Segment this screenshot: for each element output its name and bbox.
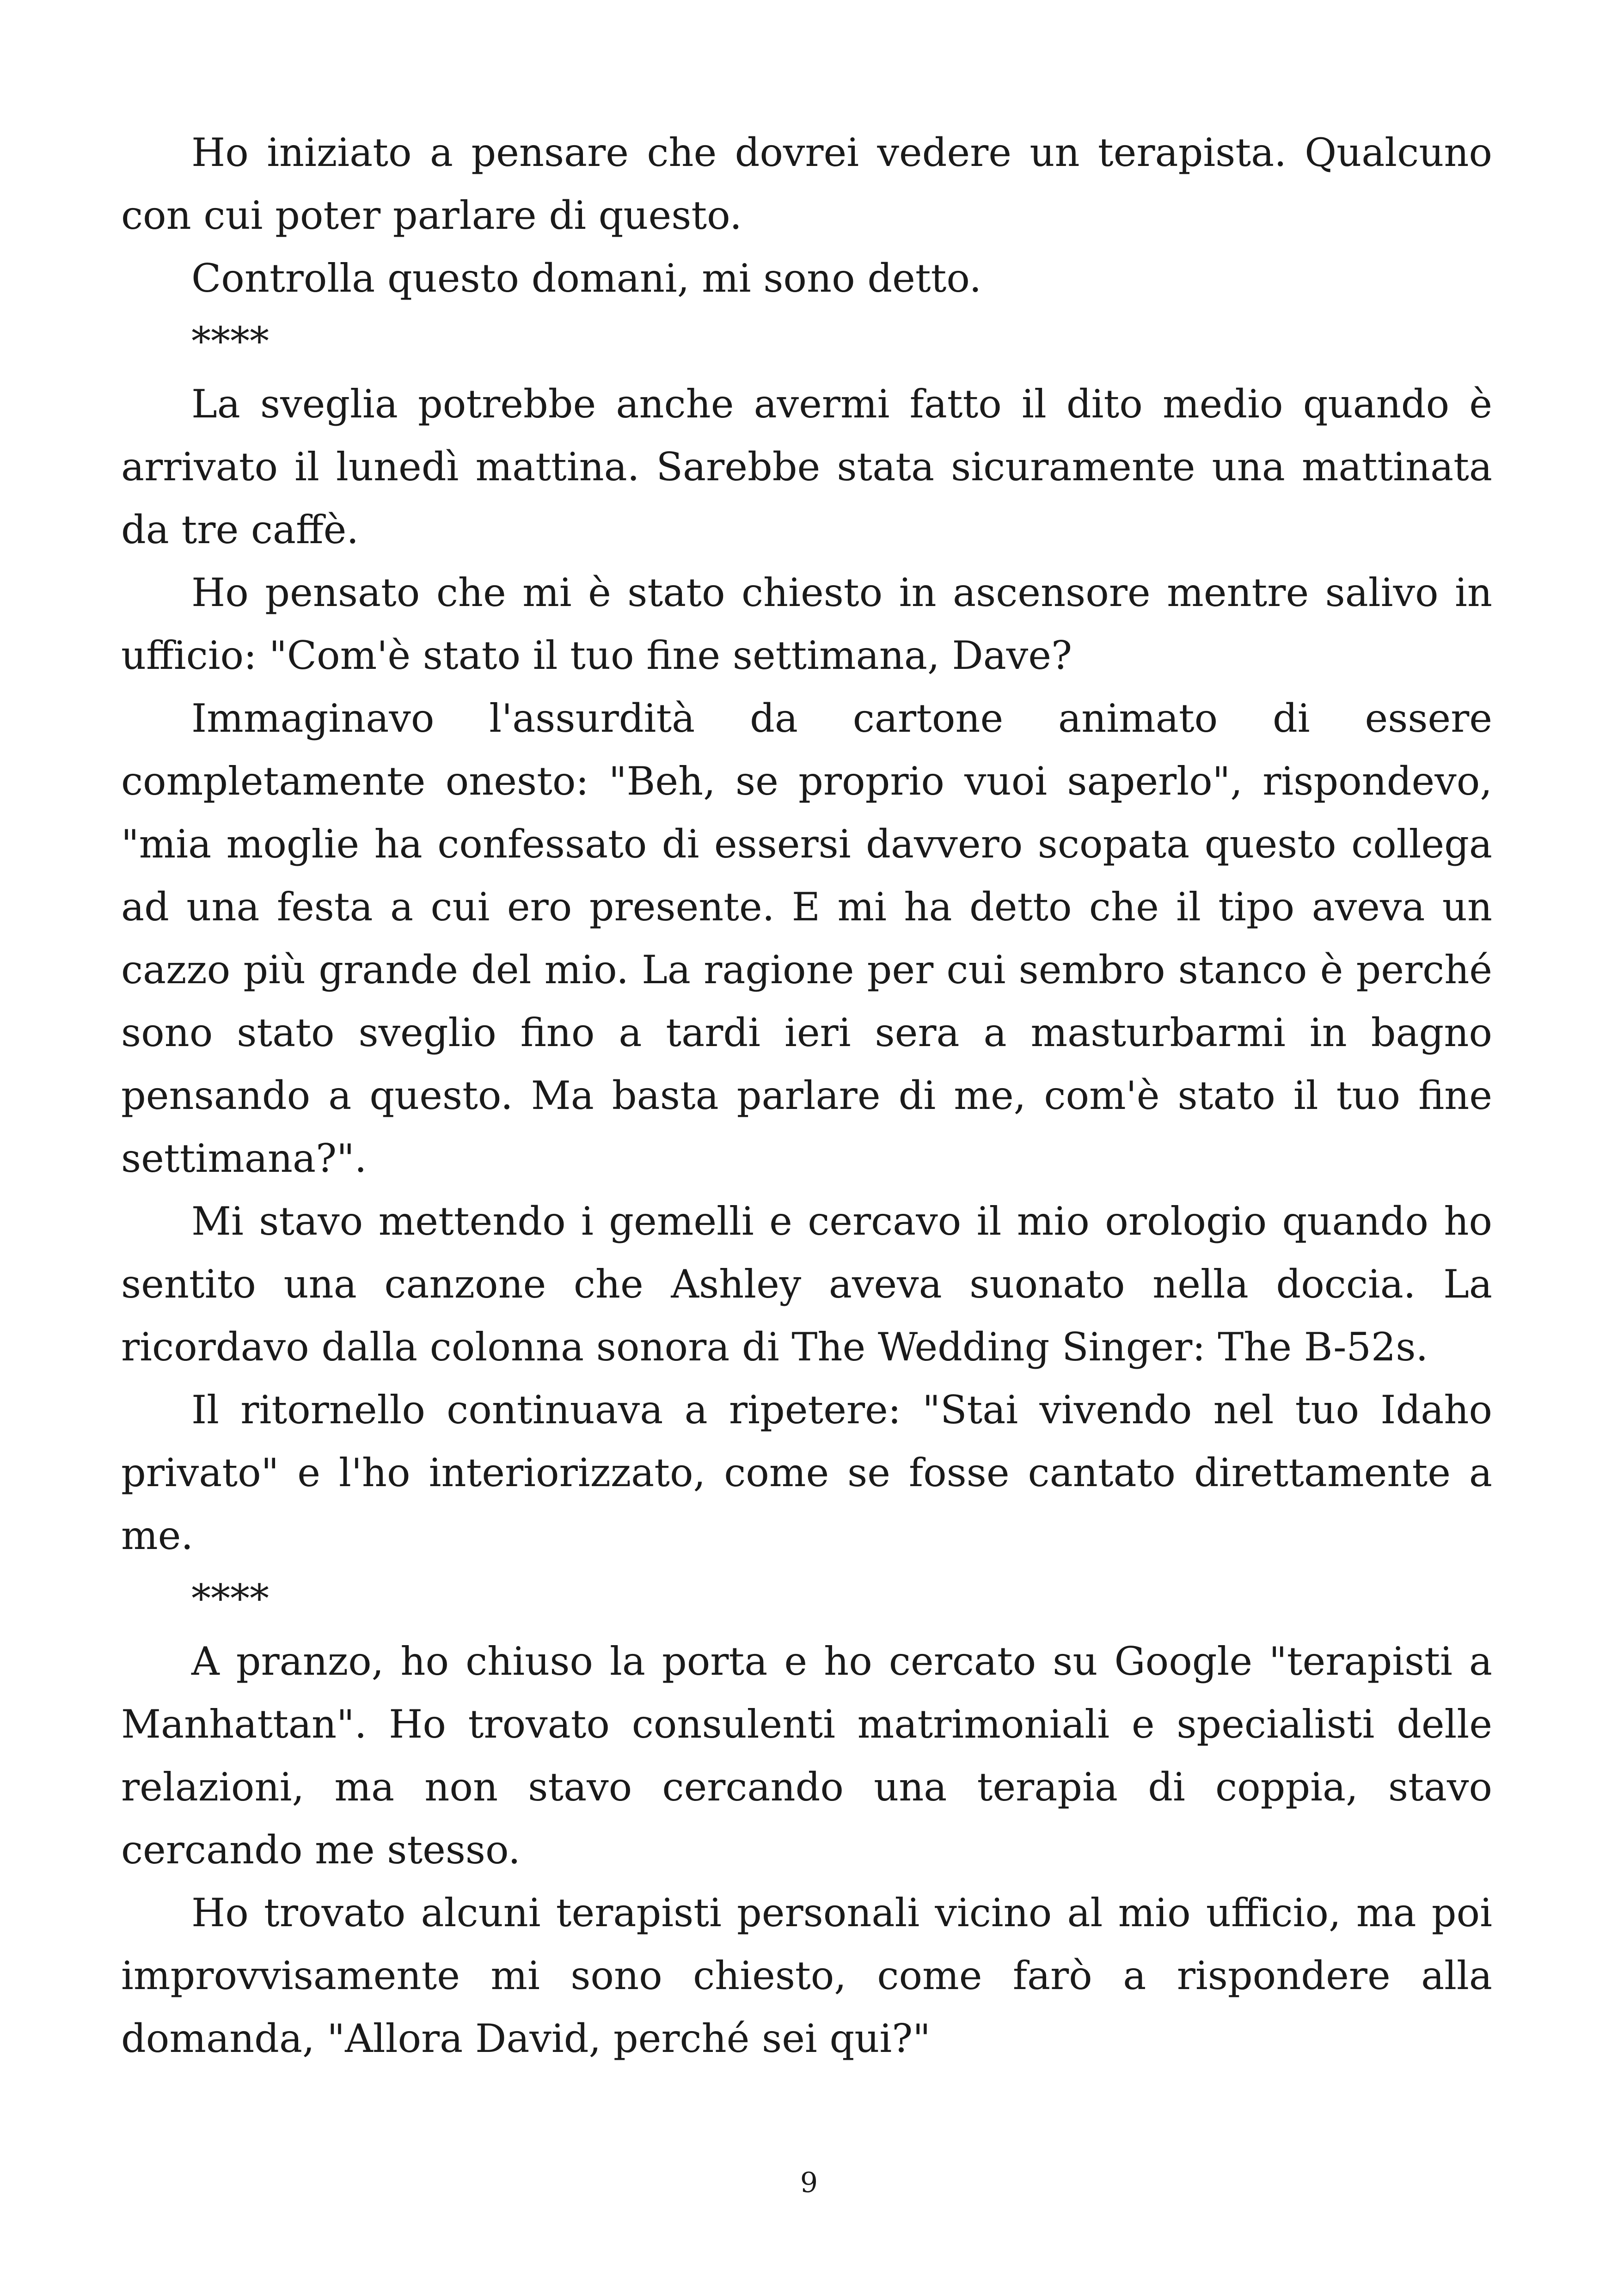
paragraph: Ho iniziato a pensare che dovrei vedere un terapista. Qualcuno con cui poter parlare di questo. bbox=[121, 130, 1492, 238]
paragraph: Mi stavo mettendo i gemelli e cercavo il mio orologio quando ho sentito una canzone che Ashley aveva suonato nella doccia. La ricordavo dalla colonna sonora di The Wedding Singer: The B-52s. bbox=[121, 1199, 1492, 1370]
paragraph: La sveglia potrebbe anche avermi fatto il dito medio quando è arrivato il lunedì mattina. Sarebbe stata sicuramente una mattinata da tre caffè. bbox=[121, 381, 1492, 552]
section-separator: **** bbox=[191, 1576, 269, 1621]
page-number: 9 bbox=[800, 2167, 818, 2199]
paragraph: Ho pensato che mi è stato chiesto in ascensore mentre salivo in ufficio: "Com'è stato il tuo fine settimana, Dave? bbox=[121, 570, 1492, 678]
paragraph: Ho trovato alcuni terapisti personali vicino al mio ufficio, ma poi improvvisamente mi sono chiesto, come farò a rispondere alla domanda, "Allora David, perché sei qui?" bbox=[121, 1890, 1492, 2061]
paragraph: Il ritornello continuava a ripetere: "Stai vivendo nel tuo Idaho privato" e l'ho interiorizzato, come se fosse cantato direttamente a me. bbox=[121, 1387, 1492, 1558]
paragraph: Immaginavo l'assurdità da cartone animato di essere completamente onesto: "Beh, se proprio vuoi saperlo", rispondevo, "mia moglie ha confessato di essersi davvero scopata questo collega ad una festa a cui ero presente. E mi ha detto che il tipo aveva un cazzo più grande del mio. La ragione per cui sembro stanco è perché sono stato sveglio fino a tardi ieri sera a masturbarmi in bagno pensando a questo. Ma basta parlare di me, com'è stato il tuo fine settimana?". bbox=[121, 696, 1492, 1181]
paragraph: Controlla questo domani, mi sono detto. bbox=[191, 256, 982, 301]
section-separator: **** bbox=[191, 318, 269, 364]
paragraph: A pranzo, ho chiuso la porta e ho cercato su Google "terapisti a Manhattan". Ho trovato consulenti matrimoniali e specialisti delle relazioni, ma non stavo cercando una terapia di coppia, stavo cercando me stesso. bbox=[121, 1639, 1492, 1873]
page-body bbox=[121, 121, 1492, 2070]
